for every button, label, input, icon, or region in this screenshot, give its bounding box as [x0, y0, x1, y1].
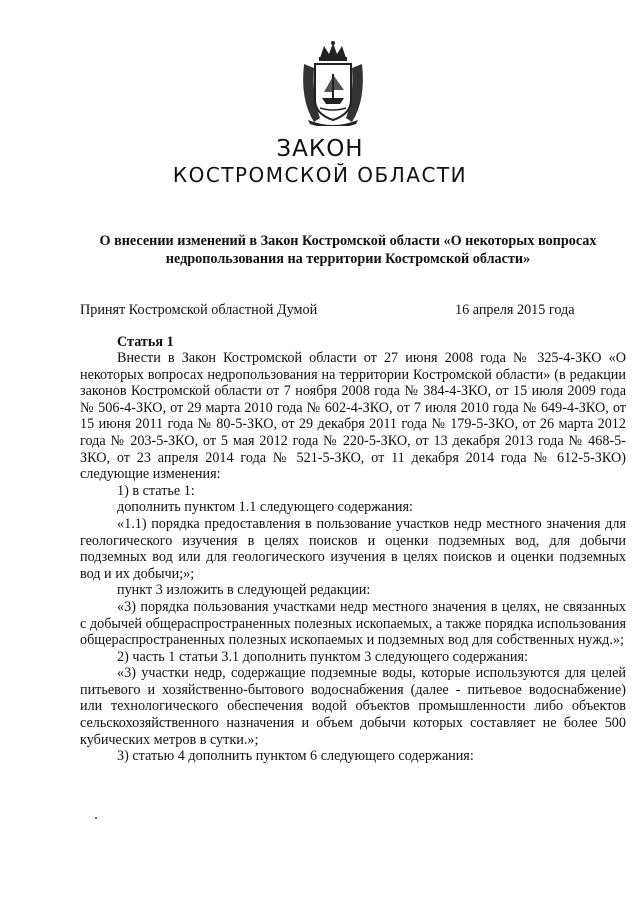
adopted-by-text: Принят Костромской областной Думой [80, 302, 318, 318]
coat-of-arms-icon [298, 40, 368, 126]
document-subtitle: КОСТРОМСКОЙ ОБЛАСТИ [172, 163, 468, 187]
article-paragraph: 2) часть 1 статьи 3.1 дополнить пунктом 3 следующего содержания: [117, 648, 528, 665]
article-paragraph: дополнить пунктом 1.1 следующего содержания: [117, 499, 413, 516]
adopted-date: 16 апреля 2015 года [455, 302, 575, 318]
article-paragraph: «3) участки недр, содержащие подземные воды, которые используются для целей питьевого и хозяйственно-бытового водоснабжения (далее - питьевое водоснабжение) или технологического обеспечения водой объектов промышленности либо объектов сельскохозяйственного назначения и объем добычи которых составляет не более 500 кубических метров в сутки.»; [80, 665, 626, 748]
article-paragraph: 3) статью 4 дополнить пунктом 6 следующего содержания: [117, 748, 474, 765]
document-title: ЗАКОН [276, 136, 364, 162]
scan-speck [95, 817, 97, 819]
article-paragraph: пункт 3 изложить в следующей редакции: [117, 582, 371, 599]
article-heading: Статья 1 [117, 334, 174, 350]
article-paragraph: «3) порядка пользования участками недр местного значения в целях, не связанных с добычей общераспространенных полезных ископаемых, а также порядка использования общераспространенных полезных ископаемых и подземных вод для собственных нужд.»; [80, 598, 626, 649]
article-paragraph: «1.1) порядка предоставления в пользование участков недр местного значения для геологического изучения в целях поисков и оценки подземных вод, для добычи подземных вод или для геологического изучения в целях поисков и оценки подземных вод и их добычи;»; [80, 515, 626, 582]
law-subject-heading: О внесении изменений в Закон Костромской области «О некоторых вопросах недропользования на территории Костромской области» [99, 233, 597, 267]
article-body [80, 350, 626, 765]
article-paragraph: 1) в статье 1: [117, 482, 195, 499]
article-paragraph: Внести в Закон Костромской области от 27 июня 2008 года № 325-4-ЗКО «О некоторых вопросах недропользования на территории Костромской области» (в редакции законов Костромской области от 7 ноября 2008 года № 384-4-ЗКО, от 15 июля 2009 года № 506-4-ЗКО, от 29 марта 2010 года № 602-4-ЗКО, от 7 июля 2010 года № 649-4-ЗКО, от 15 июня 2011 года № 80-5-ЗКО, от 29 декабря 2011 года № 179-5-ЗКО, от 26 марта 2012 года № 203-5-ЗКО, от 5 мая 2012 года № 220-5-ЗКО, от 13 декабря 2013 года № 468-5-ЗКО, от 23 апреля 2014 года № 521-5-ЗКО, от 11 декабря 2014 года № 612-5-ЗКО) следующие изменения: [80, 350, 626, 483]
